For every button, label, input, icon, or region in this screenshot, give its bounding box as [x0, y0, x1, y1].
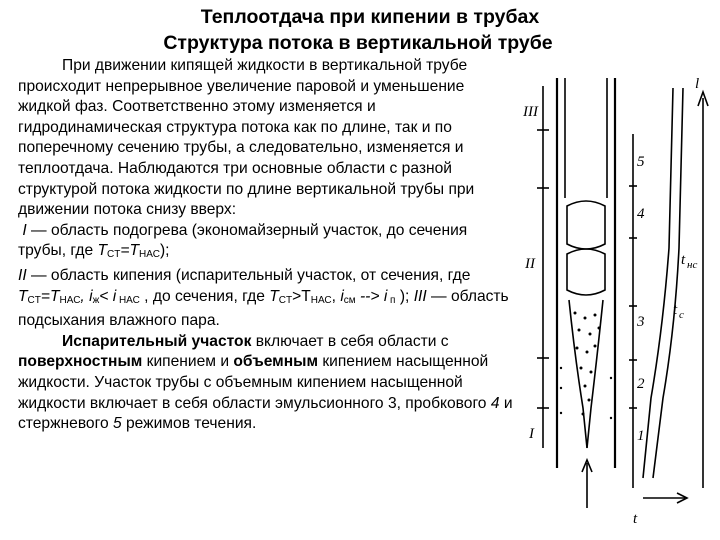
- evap-bold-1: Испарительный участок: [62, 332, 252, 350]
- region-3-text: — область подсыхания влажного пара.: [18, 287, 509, 330]
- vapor-plug-lower: [567, 249, 605, 295]
- region-1-sub-ct: CT: [107, 249, 121, 261]
- zone-number-2: 2: [637, 376, 645, 392]
- vapor-plug-upper: [567, 201, 605, 249]
- evap-text-1: включает в себя области с: [251, 332, 449, 350]
- axis-label-l: l: [695, 76, 700, 92]
- region-1-text: — область подогрева (экономайзерный участок, до сечения трубы, где: [18, 221, 468, 260]
- region-2-sub-p: п: [387, 294, 396, 306]
- curve-label-t-ns: t: [681, 252, 686, 268]
- region-2-sub-nas: НАС: [59, 294, 81, 306]
- tube-flow-diagram: [515, 68, 715, 530]
- region-2-i: i: [340, 287, 344, 305]
- region-2-sub-ct: CT: [27, 294, 41, 306]
- region-2-numeral: II: [18, 266, 27, 284]
- intro-paragraph: При движении кипящей жидкости в вертикальной трубе происходит непрерывное увеличение паровой и уменьшение жидкой фаз. Соответственно этому изменяется и гидродинамическая структура потока как по длине, так и по поперечному сечению трубы, а следовательно, изменяется и теплоотдача. Наблюдаются три основные области с разной структурой потока жидкости по длине вертикальной трубы при движении потока снизу вверх:: [18, 57, 475, 219]
- evap-num-5: 5: [112, 415, 122, 433]
- zone-number-3: 3: [637, 314, 645, 330]
- bubble-dots: [560, 312, 612, 420]
- region-2-mid1: , i: [80, 287, 93, 305]
- evap-text-5: режимов течения.: [121, 415, 257, 433]
- region-2-t: T: [18, 287, 28, 305]
- region-2-paragraph: [18, 266, 514, 332]
- region-2-t2: T: [269, 287, 279, 305]
- region-2-text: — область кипения (испарительный участок, от сечения, где: [26, 266, 471, 284]
- curve-label-t-c: t: [673, 302, 678, 318]
- evap-text-2: кипением и: [142, 353, 234, 371]
- zone-number-1: 1: [637, 428, 645, 444]
- region-1-end: );: [159, 242, 170, 260]
- region-2-lt: < i: [99, 287, 117, 305]
- evap-text-3: кипением насыщенной жидкости. Участок трубы с объемным кипением насыщенной жидкости включает в себя области эмульсионного 3, пробкового: [18, 353, 491, 412]
- curve-sub-ns: нс: [687, 259, 698, 271]
- region-2-close: );: [395, 287, 414, 305]
- region-3-numeral: III: [413, 287, 427, 305]
- region-label-i: I: [529, 426, 534, 442]
- region-2-eq: =T: [40, 287, 60, 305]
- region-1-numeral: I: [22, 221, 27, 239]
- region-2-mid2: , до сечения, где: [139, 287, 270, 305]
- evap-bold-3: объемным: [233, 353, 318, 371]
- region-1-t: T: [97, 242, 108, 260]
- evaporation-paragraph: [18, 332, 514, 435]
- region-2-sub-ct2: CT: [278, 294, 293, 306]
- region-1-sub-nas: НАС: [139, 249, 160, 261]
- region-label-iii: III: [523, 104, 538, 120]
- wall-temp-curve-inner: [643, 88, 673, 478]
- region-2-sub-zh: ж: [92, 294, 100, 306]
- wall-temp-curve-outer: [653, 88, 683, 478]
- title-line-1: Теплоотдача при кипении в трубах: [200, 6, 540, 28]
- region-2-sub-sm: см: [343, 294, 356, 306]
- zone-number-4: 4: [637, 206, 645, 222]
- region-1-eq: =T: [120, 242, 140, 260]
- region-2-sub-nas3: НАС: [310, 294, 332, 306]
- evap-num-4: 4: [490, 394, 500, 412]
- region-label-ii: II: [525, 256, 535, 272]
- title-line-2: Структура потока в вертикальной трубе: [163, 32, 553, 54]
- zone-number-5: 5: [637, 154, 645, 170]
- axis-label-t: t: [633, 511, 638, 527]
- body-text: [18, 56, 514, 435]
- region-1-paragraph: [18, 221, 514, 266]
- region-2-sub-nas2: НАС: [116, 294, 140, 306]
- region-2-gt: >T: [292, 287, 311, 305]
- region-2-comma: ,: [331, 287, 341, 305]
- evap-bold-2: поверхностным: [18, 353, 143, 371]
- curve-sub-c: c: [679, 309, 684, 321]
- region-2-arrow: --> i: [355, 287, 388, 305]
- evap-text-4: и стержневого: [18, 394, 513, 433]
